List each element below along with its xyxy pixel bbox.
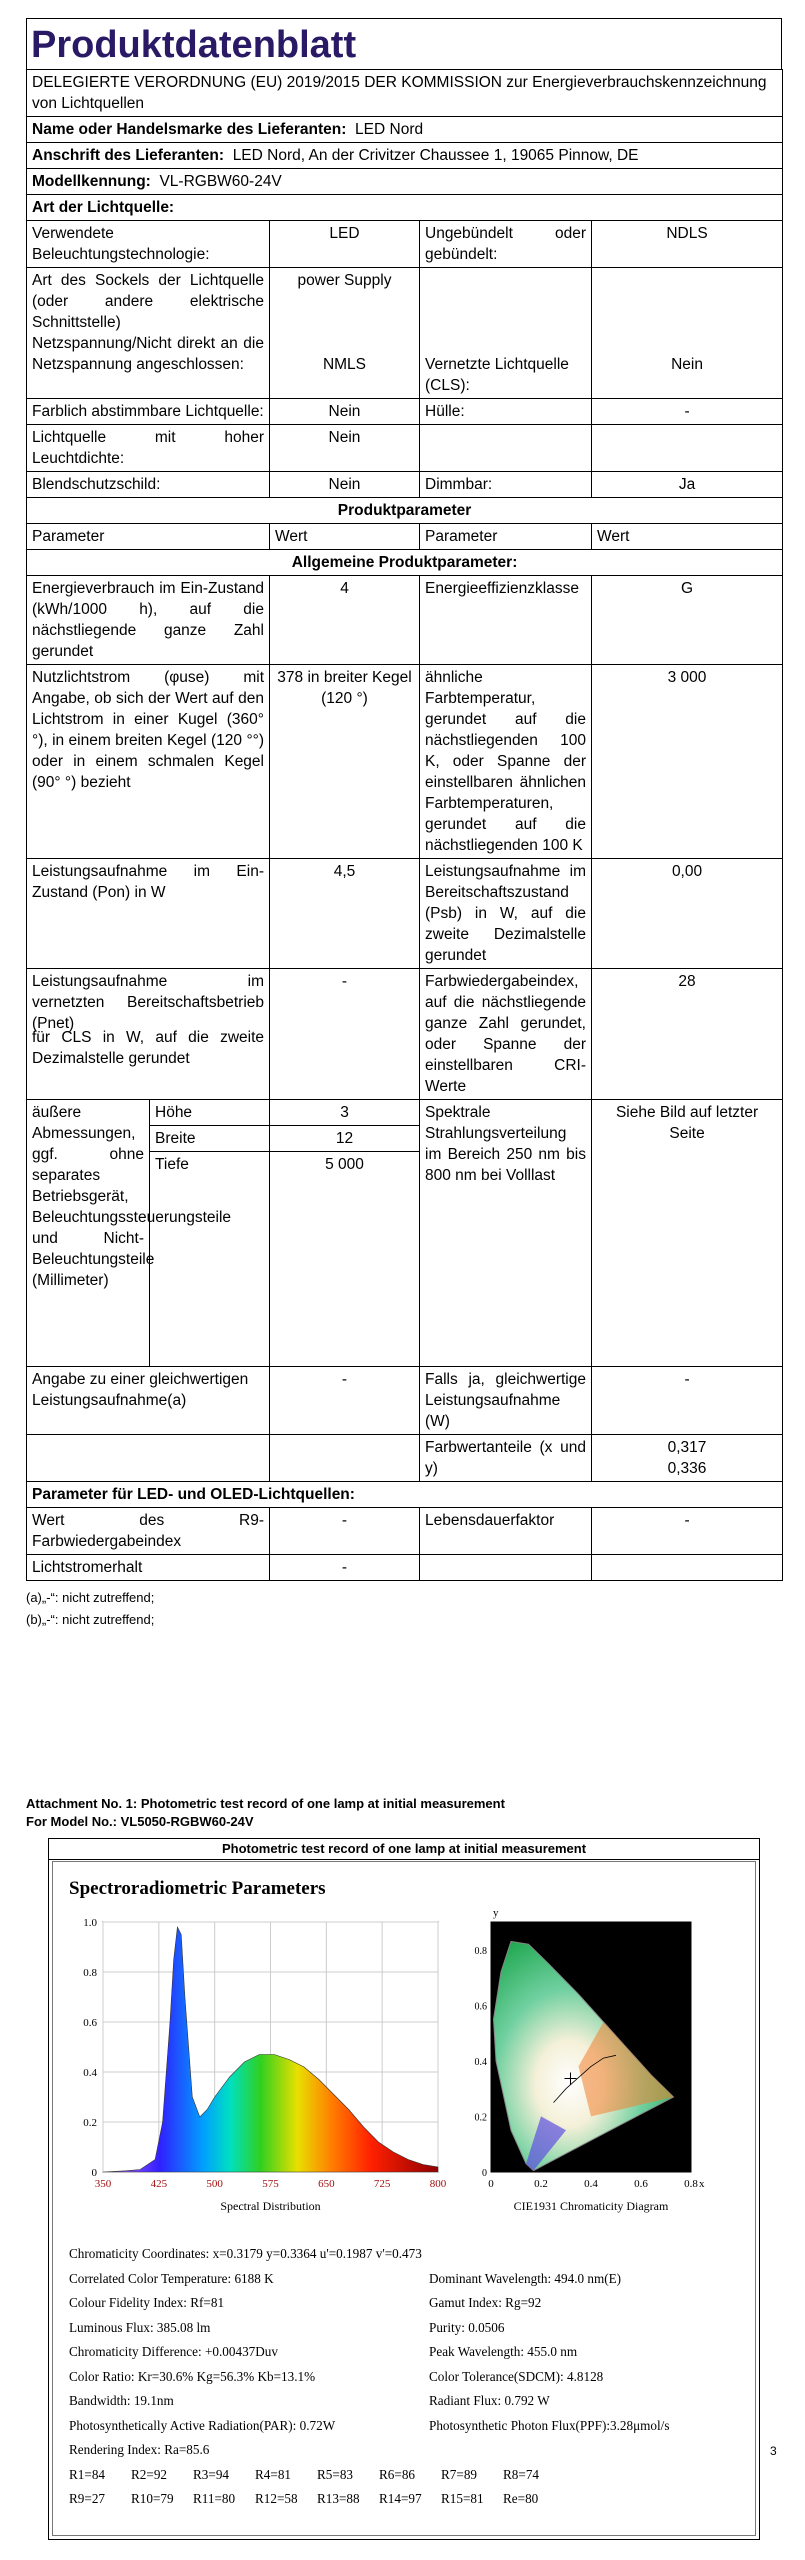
psb-label: Leistungsaufnahme im Bereitschaftszustand (Psb) in W, auf die zweite Dezimalstelle gerundet [420,859,592,969]
r-values-row-2 [69,2487,749,2512]
energy-class-value: G [592,576,783,665]
page-number: 3 [770,2444,777,2458]
photometric-panel [52,1861,756,2536]
footnote-a: (a)„-“: nicht zutreffend; [26,1590,155,1605]
spectral-distribution-chart [53,1902,473,2222]
tunable-label: Farblich abstimmbare Lichtquelle: [27,399,270,425]
width-value: 12 [270,1126,420,1152]
equiv2-value: - [592,1367,783,1435]
energy-label: Energieverbrauch im Ein-Zustand (kWh/1000 h), auf die nächstliegende ganze Zahl gerundet [27,576,270,665]
result-sdcm: Color Tolerance(SDCM): 4.8128 [429,2368,604,2384]
r-value: R12=58 [255,2491,298,2506]
mains-label: Netzspannung/Nicht direkt an die Netzspannung angeschlossen: [32,335,264,373]
maintenance-value: - [270,1555,420,1581]
supplier-name-row [27,117,783,143]
r-value: R13=88 [317,2491,360,2506]
r-value: R11=80 [193,2491,236,2506]
envelope-value: - [592,399,783,425]
r-value: R4=81 [255,2466,292,2482]
footnote-b: (b)„-“: nicht zutreffend; [26,1612,155,1627]
r-value: R2=92 [131,2466,168,2482]
x-tick-label: 0.6 [634,2178,648,2190]
cri-value: 28 [592,969,783,1100]
col-header-value: Wert [592,524,783,550]
y-tick-label: 0.8 [474,1945,487,1957]
y-tick-label: 0.2 [474,2112,487,2124]
supplier-address-row [27,143,783,169]
chromaticity-value: 0,317 0,336 [592,1435,783,1482]
equiv-value: - [270,1367,420,1435]
x-tick-label: 800 [429,2178,447,2190]
width-label: Breite [150,1126,270,1152]
cap-value: power Supply [297,272,392,289]
result-bandwidth: Bandwidth: 19.1nm [69,2393,174,2408]
r-value: R14=97 [379,2491,422,2506]
result-duv: Chromaticity Difference: +0.00437Duv [69,2344,278,2359]
cls-value-cell [592,268,783,399]
result-ra: Rendering Index: Ra=85.6 [69,2442,210,2457]
y-tick-label: 0 [482,2168,487,2179]
height-label: Höhe [150,1100,270,1126]
y-tick-label: 1.0 [83,1917,97,1929]
tunable-value: Nein [270,399,420,425]
r-value: R6=86 [379,2466,416,2482]
model-id: VL-RGBW60-24V [159,173,282,190]
footnotes [26,1587,782,1631]
psb-value: 0,00 [592,859,783,969]
cap-mains-values [270,268,420,399]
results-block [69,2242,749,2512]
r-value: R7=89 [441,2466,478,2482]
result-dominant: Dominant Wavelength: 494.0 nm(E) [429,2270,622,2286]
spd-value: Siehe Bild auf letzter Seite [592,1100,783,1367]
pnet-label: Leistungsaufnahme im vernetzten Bereitschaftsbetrieb (Pnet) [32,973,264,1032]
general-params-heading: Allgemeine Produktparameter: [27,550,783,576]
cie-label: CIE1931 Chromaticity Diagram [513,2199,669,2213]
pnet-cell [27,969,270,1100]
height-value: 3 [270,1100,420,1126]
x-tick-label: 0.4 [584,2178,598,2190]
equiv2-label: Falls ja, gleichwertige Leistungsaufnahme (W) [420,1367,592,1435]
attachment-heading [26,1795,505,1831]
energy-class-label: Energieeffizienzklasse [420,576,592,665]
result-color-ratio: Color Ratio: Kr=30.6% Kg=56.3% Kb=13.1% [69,2368,316,2384]
y-tick-label: 0.6 [474,2001,487,2013]
cls-value: Nein [671,356,703,373]
led-params-heading: Parameter für LED- und OLED-Lichtquellen: [27,1482,783,1508]
empty-cell [270,1435,420,1482]
product-params-heading: Produktparameter [27,498,783,524]
dimmable-label: Dimmbar: [420,472,592,498]
flux-value: 378 in breiter Kegel (120 °) [270,665,420,859]
x-tick-label: 725 [373,2178,391,2190]
product-data-sheet [26,18,782,1631]
regulation-text: DELEGIERTE VERORDNUNG (EU) 2019/2015 DER KOMMISSION zur Energieverbrauchskennzeichnung von Lichtquellen [27,70,783,117]
supplier-name: LED Nord [355,121,424,138]
attachment-line-1: Attachment No. 1: Photometric test record of one lamp at initial measurement [26,1796,505,1811]
cls-label: Vernetzte Lichtquelle (CLS): [425,356,569,394]
r-values-row-1 [69,2463,749,2488]
r-value: R1=84 [69,2466,106,2482]
y-tick-label: 0.4 [474,2056,487,2068]
r-value: R9=27 [69,2491,106,2506]
y-axis-label: y [493,1907,499,1919]
spd-label: Spektrale Strahlungsverteilung im Bereich 250 nm bis 800 nm bei Volllast [420,1100,592,1367]
model-row [27,169,783,195]
empty-cell [592,1555,783,1581]
survival-value: - [592,1508,783,1555]
attachment-line-2: For Model No.: VL5050-RGBW60-24V [26,1814,254,1829]
model-label: Modellkennung: [32,173,151,190]
x-tick-label: 650 [318,2178,335,2190]
result-cct: Correlated Color Temperature: 6188 K [69,2270,274,2286]
depth-label: Tiefe [150,1152,270,1367]
x-tick-label: 350 [94,2178,112,2190]
high-luminance-value: Nein [270,425,420,472]
photometric-record-title: Photometric test record of one lamp at initial measurement [49,1839,759,1860]
empty-cell [420,425,592,472]
col-header-param: Parameter [27,524,270,550]
tech-value: LED [270,221,420,268]
r-value: R8=74 [503,2466,540,2482]
x-tick-label: 425 [150,2178,168,2190]
cap-label: Art des Sockels der Lichtquelle (oder andere elektrische Schnittstelle) [32,272,264,331]
tech-label: Verwendete Beleuchtungstechnologie: [27,221,270,268]
col-header-param: Parameter [420,524,592,550]
maintenance-label: Lichtstromerhalt [27,1555,270,1581]
high-luminance-label: Lichtquelle mit hoher Leuchtdichte: [27,425,270,472]
result-rf: Colour Fidelity Index: Rf=81 [69,2295,225,2310]
r9-label: Wert des R9-Farbwiedergabeindex [27,1508,270,1555]
supplier-name-label: Name oder Handelsmarke des Lieferanten: [32,121,347,138]
data-table [26,69,783,1581]
x-tick-label: 575 [262,2178,279,2190]
y-tick-label: 0.4 [83,2067,97,2079]
empty-cell [27,1435,270,1482]
cie-chromaticity-chart [471,1902,731,2222]
ndls-label: Ungebündelt oder gebündelt: [420,221,592,268]
ndls-value: NDLS [592,221,783,268]
cct-value: 3 000 [592,665,783,859]
pnet-label-continued: für CLS in W, auf die zweite Dezimalstelle gerundet [32,1029,264,1067]
y-tick-label: 0.2 [83,2117,97,2129]
r-value: R3=94 [193,2466,230,2482]
mains-value: NMLS [322,356,367,373]
page-title: Produktdatenblatt [26,18,782,69]
result-luminous-flux: Luminous Flux: 385.08 lm [69,2319,211,2335]
depth-value: 5 000 [270,1152,420,1367]
x-tick-label: 0.8 [684,2178,698,2190]
envelope-label: Hülle: [420,399,592,425]
glare-value: Nein [270,472,420,498]
photometric-record [48,1838,760,2540]
supplier-address: LED Nord, An der Crivitzer Chaussee 1, 19065 Pinnow, DE [232,147,639,164]
result-radiant-flux: Radiant Flux: 0.792 W [429,2393,550,2408]
cap-mains-cell [27,268,270,399]
y-tick-label: 0 [91,2167,97,2179]
dimensions-label: äußere Abmessungen, ggf. ohne separates Betriebsgerät, Beleuchtungssteuerungsteile und Nicht-Beleuchtungsteile (Millimeter) [27,1100,150,1367]
pon-value: 4,5 [270,859,420,969]
r-value: R5=83 [317,2466,354,2482]
col-header-value: Wert [270,524,420,550]
survival-label: Lebensdauerfaktor [420,1508,592,1555]
x-tick-label: 0.2 [534,2178,548,2190]
flux-label: Nutzlichtstrom (φuse) mit Angabe, ob sich der Wert auf den Lichtstrom in einer Kugel (360° °), in einem breiten Kegel (120 °°) oder in einem schmalen Kegel (90° °) bezieht [27,665,270,859]
cct-label: ähnliche Farbtemperatur, gerundet auf die nächstliegenden 100 K, oder Spanne der einstellbaren ähnlichen Farbtemperaturen, gerundet auf die nächstliegenden 100 K [420,665,592,859]
cls-cell [420,268,592,399]
light-source-heading: Art der Lichtquelle: [27,195,783,221]
r9-value: - [270,1508,420,1555]
empty-cell [420,1555,592,1581]
x-tick-label: 0 [488,2178,494,2190]
r-value: R15=81 [441,2491,484,2506]
dimmable-value: Ja [592,472,783,498]
glare-label: Blendschutzschild: [27,472,270,498]
x-tick-label: 500 [206,2178,223,2190]
empty-cell [592,425,783,472]
supplier-address-label: Anschrift des Lieferanten: [32,147,225,164]
result-chromaticity: Chromaticity Coordinates: x=0.3179 y=0.3364 u'=0.1987 v'=0.473 [69,2246,422,2261]
r-value: R10=79 [131,2491,174,2506]
cri-label: Farbwiedergabeindex, auf die nächstliegende ganze Zahl gerundet, oder Spanne der einstellbaren CRI-Werte [420,969,592,1100]
result-peak: Peak Wavelength: 455.0 nm [429,2344,578,2359]
chromaticity-label: Farbwertanteile (x und y) [420,1435,592,1482]
y-tick-label: 0.8 [83,1967,97,1979]
y-tick-label: 0.6 [83,2017,97,2029]
result-ppf: Photosynthetic Photon Flux(PPF):3.28μmol/s [429,2417,670,2433]
x-axis-label: Spectral Distribution [220,2199,321,2213]
result-purity: Purity: 0.0506 [429,2319,505,2335]
x-axis-label: x [699,2178,705,2190]
energy-value: 4 [270,576,420,665]
result-par: Photosynthetically Active Radiation(PAR): 0.72W [69,2417,336,2433]
equiv-label-text: Angabe zu einer gleichwertigen Leistungsaufnahme(a) [32,1371,249,1409]
r-value: Re=80 [503,2491,539,2506]
pnet-value: - [270,969,420,1100]
spectro-title: Spectroradiometric Parameters [69,1878,326,1899]
result-rg: Gamut Index: Rg=92 [429,2295,542,2310]
pon-label: Leistungsaufnahme im Ein-Zustand (Pon) in W [27,859,270,969]
equiv-label [27,1367,270,1435]
